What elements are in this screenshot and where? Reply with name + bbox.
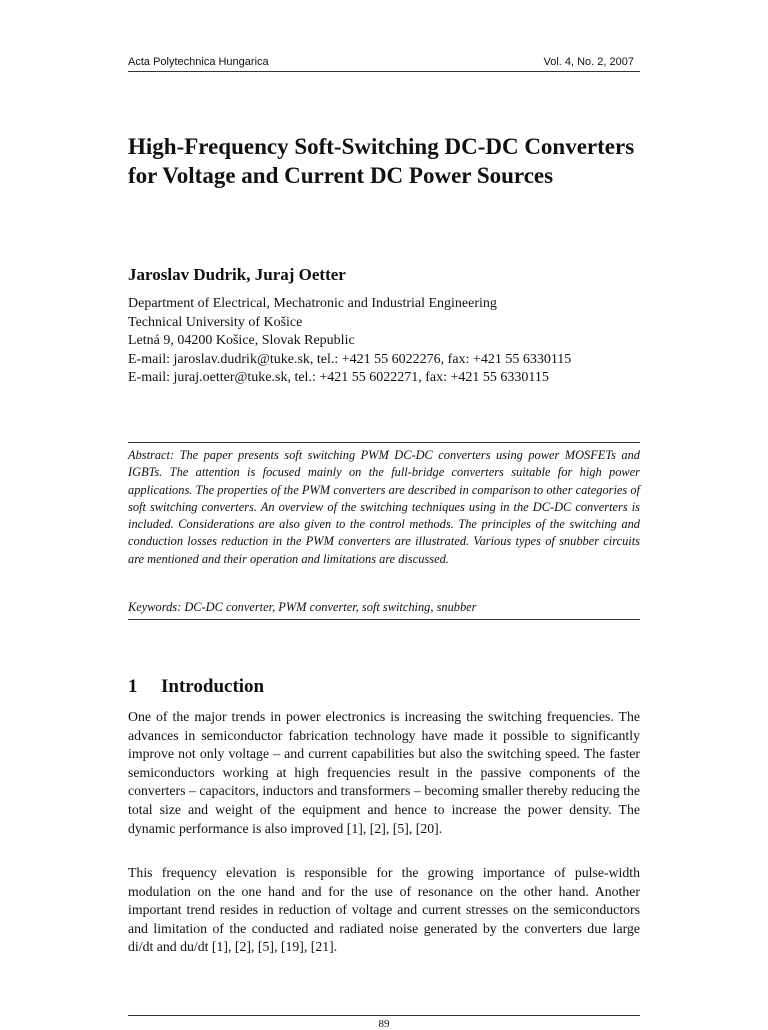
affiliation-address: Letná 9, 04200 Košice, Slovak Republic: [128, 333, 355, 348]
section-number: 1: [128, 676, 138, 697]
abstract-text: Abstract: The paper presents soft switching PWM DC-DC converters using power MOSFETs and IGBTs. The attention is focused mainly on the full-bridge converters suitable for high power applications. The properties of the PWM converters are described in comparison to other categories of soft switching converters. An overview of the switching techniques using in the DC-DC converters is included. Considerations are also given to the control methods. The principles of the switching and conduction losses reduction in the PWM converters are illustrated. Various types of snubber circuits are mentioned and their operation and limitations are discussed.: [128, 448, 640, 566]
intro-paragraph-1: One of the major trends in power electronics is increasing the switching frequencies. The advances in semiconductor fabrication technology have made it possible to significantly improve not only voltage – and current capabilities but also the switching speed. The faster semiconductors working at high frequencies result in the passive components of the converters – capacitors, inductors and transformers – becoming smaller thereby reducing the total size and weight of the equipment and hence to increase the power density. The dynamic performance is also improved [1], [2], [5], [20].: [128, 709, 640, 836]
abstract-box: [128, 442, 640, 620]
affiliation-email-dudrik: E-mail: jaroslav.dudrik@tuke.sk, tel.: +421 55 6022276, fax: +421 55 6330115: [128, 351, 572, 367]
affiliation-email-oetter: E-mail: juraj.oetter@tuke.sk, tel.: +421 55 6022271, fax: +421 55 6330115: [128, 370, 549, 385]
running-header: [128, 55, 640, 72]
affiliation-university: Technical University of Košice: [128, 314, 303, 330]
keywords-text: Keywords: DC-DC converter, PWM converter, soft switching, snubber: [128, 600, 477, 614]
affiliation-department: Department of Electrical, Mechatronic and Industrial Engineering: [128, 296, 497, 311]
affiliation-block: [128, 295, 640, 388]
paper-page: [128, 0, 640, 1030]
section-heading: [128, 675, 264, 699]
volume-info: Vol. 4, No. 2, 2007: [543, 56, 634, 68]
journal-name: Acta Polytechnica Hungarica: [128, 56, 269, 68]
page-number: 89: [378, 1018, 390, 1030]
footer-rule: [128, 1015, 640, 1016]
intro-paragraph-2: This frequency elevation is responsible for the growing importance of pulse-width modulation on the one hand and for the use of resonance on the other hand. Another important trend resides in reduction of voltage and current stresses on the semiconductors and limitation of the conducted and radiated noise generated by the converters due large di/dt and du/dt [1], [2], [5], [19], [21].: [128, 865, 640, 955]
paper-authors: Jaroslav Dudrik, Juraj Oetter: [128, 265, 346, 284]
section-title: Introduction: [161, 676, 265, 697]
paper-title: High-Frequency Soft-Switching DC-DC Converters for Voltage and Current DC Power Sources: [128, 134, 635, 188]
